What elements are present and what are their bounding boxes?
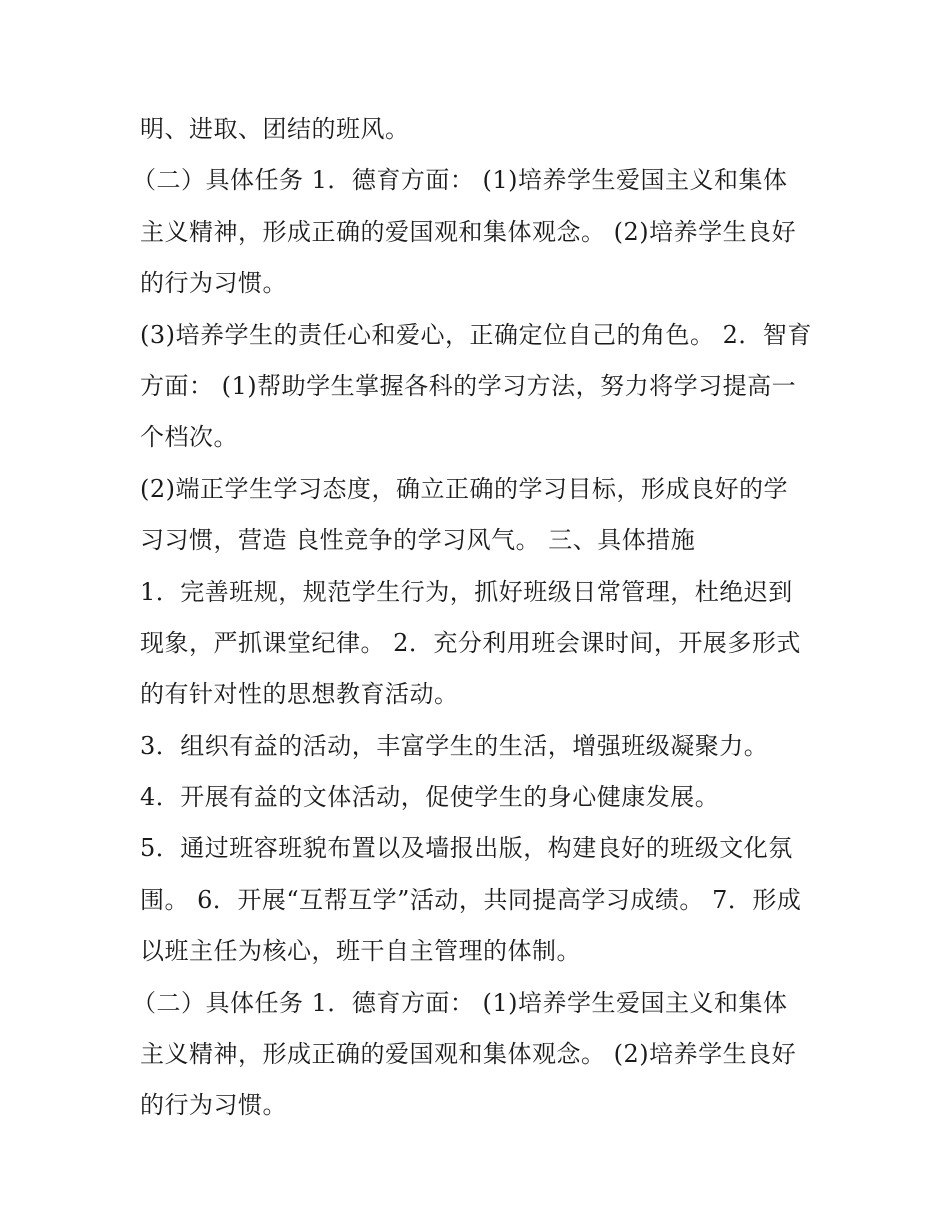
text-line: 的行为习惯。 [140, 1091, 287, 1120]
text-line: 明、进取、团结的班风。 [140, 115, 410, 143]
text-line: 4．开展有益的文体活动，促使学生的身心健康发展。 [140, 783, 720, 812]
document-body [132, 104, 820, 1132]
text-line: 主义精神，形成正确的爱国观和集体观念。 (2)培养学生良好 [140, 1040, 797, 1069]
text-line: 习习惯，营造 良性竞争的学习风气。 三、具体措施 [140, 526, 696, 555]
text-line: 主义精神，形成正确的爱国观和集体观念。 (2)培养学生良好 [140, 217, 797, 246]
text-line: 1．完善班规，规范学生行为，抓好班级日常管理，杜绝迟到 [140, 577, 793, 606]
text-line: （二）具体任务 1．德育方面： (1)培养学生爱国主义和集体 [132, 166, 788, 195]
text-line: (3)培养学生的责任心和爱心，正确定位自己的角色。 2．智育 [140, 320, 812, 349]
text-line: 的有针对性的思想教育活动。 [140, 680, 459, 709]
text-line: 3．组织有益的活动，丰富学生的生活，增强班级凝聚力。 [140, 731, 769, 760]
text-line: (2)端正学生学习态度，确立正确的学习目标，形成良好的学 [140, 474, 788, 503]
text-line: 围。 6．开展“互帮互学”活动，共同提高学习成绩。 7．形成 [140, 885, 802, 914]
text-line: 个档次。 [140, 423, 238, 452]
text-line: 现象，严抓课堂纪律。 2．充分利用班会课时间，开展多形式 [140, 628, 801, 657]
text-line: 以班主任为核心，班干自主管理的体制。 [140, 937, 581, 966]
text-line: （二）具体任务 1．德育方面： (1)培养学生爱国主义和集体 [132, 988, 788, 1017]
text-line: 5．通过班容班貌布置以及墙报出版，构建良好的班级文化氛 [140, 834, 793, 863]
text-line: 的行为习惯。 [140, 269, 287, 298]
text-line: 方面： (1)帮助学生掌握各科的学习方法，努力将学习提高一 [140, 371, 797, 400]
